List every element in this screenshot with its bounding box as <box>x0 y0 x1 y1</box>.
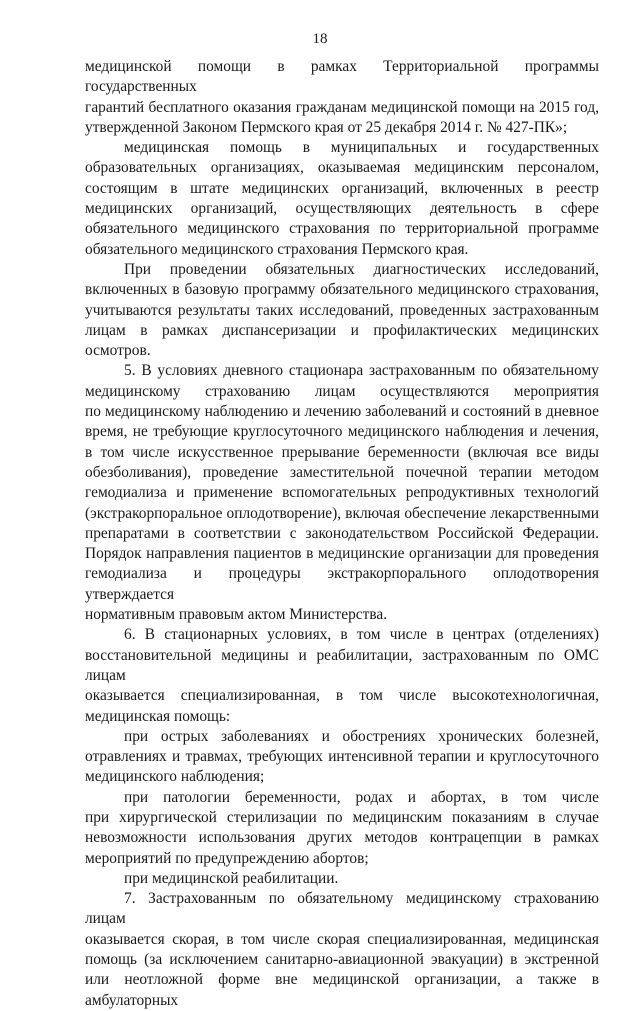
text-line: (экстракорпоральное оплодотворение), включая обеспечение лекарственными <box>85 504 599 522</box>
text-line: или неотложной форме вне медицинской организации, а также в амбулаторных <box>85 971 599 1009</box>
text-line: При проведении обязательных диагностических исследований, <box>124 260 599 278</box>
text-line: отравлениях и травмах, требующих интенсивной терапии и круглосуточного <box>85 748 599 766</box>
text-line: медицинская помощь: <box>85 707 231 725</box>
text-line: обязательного медицинского страхования по территориальной программе <box>85 220 599 238</box>
text-line: 7. Застрахованным по обязательному медицинскому страхованию лицам <box>85 890 599 928</box>
paragraph <box>85 625 599 726</box>
text-line: учитываются результаты таких исследований, проведенных застрахованным <box>85 301 599 319</box>
text-line: нормативным правовым актом Министерства. <box>85 606 388 624</box>
text-line: медицинских организаций, осуществляющих деятельность в сфере <box>85 200 599 218</box>
text-line: медицинская помощь в муниципальных и государственных <box>124 139 599 157</box>
paragraph <box>85 260 599 361</box>
text-line: восстановительной медицины и реабилитации, застрахованным по ОМС лицам <box>85 646 599 684</box>
text-line: включенных в базовую программу обязательного медицинского страхования, <box>85 281 599 299</box>
document-body <box>85 57 599 1011</box>
page-number: 18 <box>312 31 328 47</box>
text-line: 6. В стационарных условиях, в том числе в центрах (отделениях) <box>124 626 599 644</box>
paragraph <box>85 727 599 788</box>
text-line: медицинской помощи в рамках Территориальной программы государственных <box>85 58 599 96</box>
text-line: образовательных организациях, оказываемая медицинским персоналом, <box>85 159 599 177</box>
text-line: мероприятий по предупреждению абортов; <box>85 849 369 867</box>
paragraph <box>85 869 599 889</box>
paragraph <box>85 889 599 1011</box>
text-line: при острых заболеваниях и обострениях хронических болезней, <box>124 727 599 745</box>
text-line: гарантий бесплатного оказания гражданам медицинской помощи на 2015 год, <box>85 98 599 116</box>
text-line: по медицинскому наблюдению и лечению заболеваний и состояний в дневное <box>85 403 599 421</box>
text-line: лицам в рамках диспансеризации и профилактических медицинских осмотров. <box>85 321 599 360</box>
paragraph <box>85 361 599 625</box>
text-line: в том числе искусственное прерывание беременности (включая все виды <box>85 443 599 461</box>
text-line: при патологии беременности, родах и абортах, в том числе <box>124 788 599 806</box>
text-line: препаратами в соответствии с законодательством Российской Федерации. <box>85 524 599 542</box>
paragraph <box>85 57 599 138</box>
text-line: помощь (за исключением санитарно-авиационной эвакуации) в экстренной <box>85 951 599 969</box>
text-line: оказывается скорая, в том числе скорая специализированная, медицинская <box>85 930 599 948</box>
paragraph <box>85 788 599 869</box>
text-line: обязательного медицинского страхования Пермского края. <box>85 240 469 258</box>
text-line: невозможности использования других методов контрацепции в рамках <box>85 829 599 847</box>
text-line: медицинскому страхованию лицам осуществляются мероприятия <box>85 382 599 400</box>
paragraph <box>85 138 599 260</box>
text-line: состоящим в штате медицинских организаций, включенных в реестр <box>85 179 599 197</box>
text-line: оказывается специализированная, в том числе высокотехнологичная, <box>85 687 599 705</box>
text-line: при хирургической стерилизации по медицинским показаниям в случае <box>85 808 599 826</box>
text-line: 5. В условиях дневного стационара застрахованным по обязательному <box>124 362 599 380</box>
text-line: утвержденной Законом Пермского края от 25 декабря 2014 г. № 427-ПК»; <box>85 118 568 136</box>
text-line: при медицинской реабилитации. <box>124 869 339 887</box>
text-line: Порядок направления пациентов в медицинские организации для проведения <box>85 545 599 563</box>
text-line: обезболивания), проведение заместительной почечной терапии методом <box>85 463 599 481</box>
text-line: время, не требующие круглосуточного медицинского наблюдения и лечения, <box>85 423 599 441</box>
text-line: медицинского наблюдения; <box>85 768 265 786</box>
text-line: гемодиализа и процедуры экстракорпорального оплодотворения утверждается <box>85 565 599 603</box>
text-line: гемодиализа и применение вспомогательных репродуктивных технологий <box>85 484 599 502</box>
